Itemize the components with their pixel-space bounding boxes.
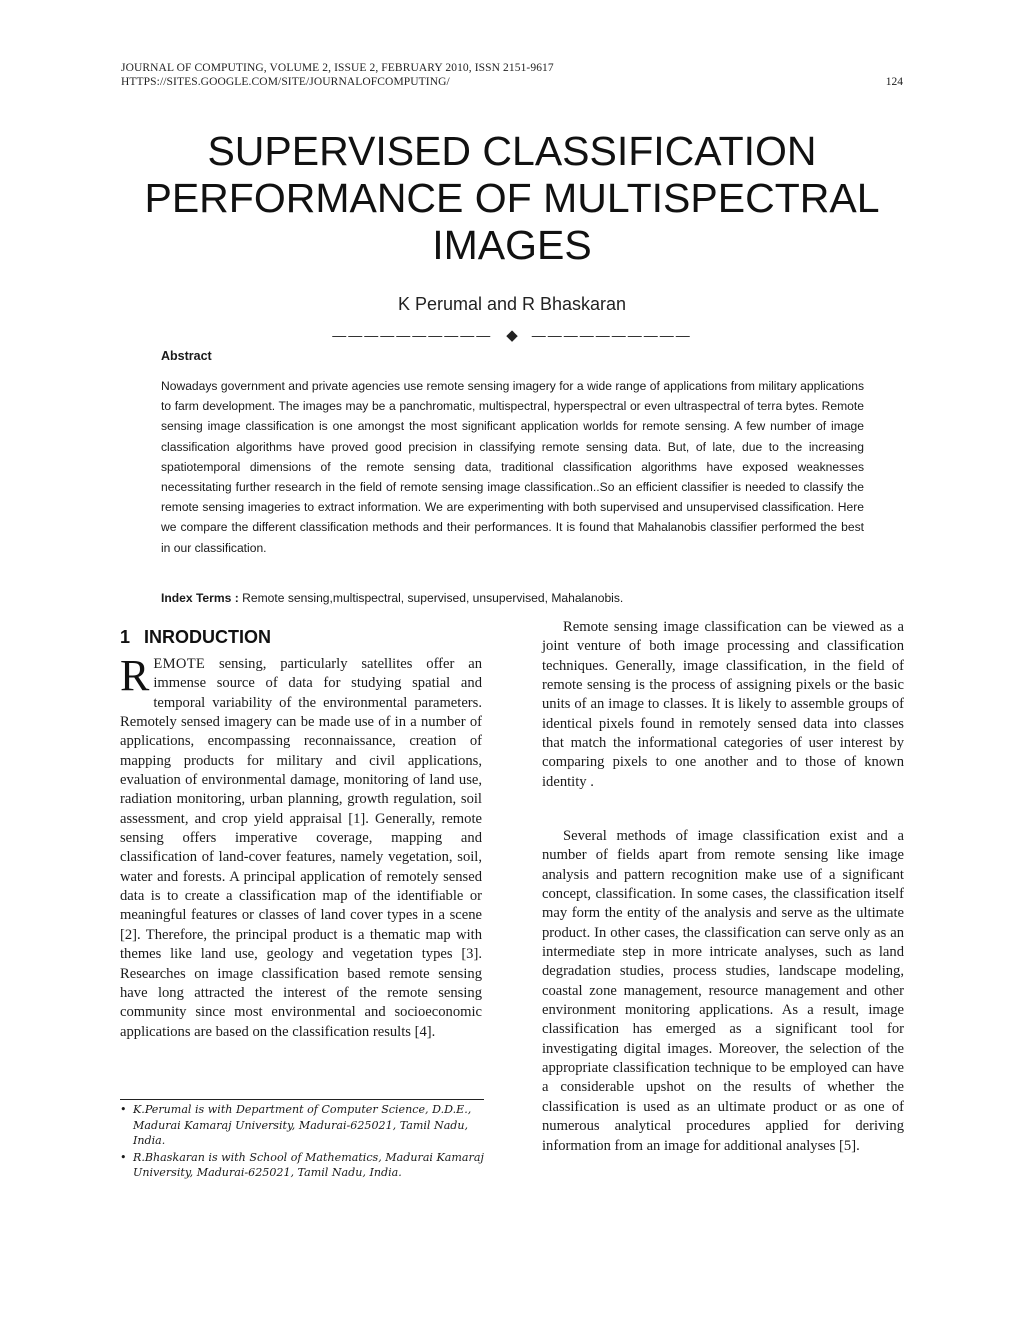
- page-number: 124: [885, 76, 903, 88]
- index-terms-text: Remote sensing,multispectral, supervised, unsupervised, Mahalanobis.: [242, 591, 624, 605]
- drop-cap: R: [120, 651, 150, 700]
- intro-paragraph: [120, 651, 482, 1042]
- title-line-3: IMAGES: [432, 222, 592, 268]
- index-terms: [161, 591, 623, 605]
- right-paragraph-2: Several methods of image classification exist and a number of fields apart from remote sensing like image analysis and pattern recognition make use of a significant concept, classification. In some cases, the classification itself may form the entity of the analysis and serve as the ultimate product. In other cases, the classification can serve only as an intermediate step in more intricate analyses, such as land degradation studies, process studies, landscape modeling, coastal zone management, resource management and other environment monitoring applications. As a result, image classification has emerged as a significant tool for investigating digital images. Moreover, the selection of the appropriate classification technique to be employed can have a considerable upshot on the results of whether the classification is used as an ultimate product or as one of numerous analytical procedures applied for deriving information from an image for additional analyses [5].: [542, 828, 904, 1154]
- footnote-divider: [120, 1099, 484, 1100]
- authors: K Perumal and R Bhaskaran: [397, 294, 627, 314]
- abstract-body: Nowadays government and private agencies use remote sensing imagery for a wide range of applications from military applications to farm development. The images may be a panchromatic, multispectral, hyperspectral or even ultraspectral of terra bytes. Remote sensing image classification is one amongst the most significant application worlds for remote sensing. A few number of image classification algorithms have proved good precision in classifying remote sensing data. But, of late, due to the increasing spatiotemporal dimensions of the remote sensing data, traditional classification algorithms have exposed weaknesses necessitating further research in the field of remote sensing image classification..So an efficient classifier is needed to classify the remote sensing imageries to extract information. We are experimenting with both supervised and unsupervised classification. Here we compare the different classification methods and their performances. It is found that Mahalanobis classifier performed the best in our classification.: [161, 379, 864, 555]
- footnote-item: [120, 1102, 485, 1149]
- separator-dashes-right: ——————————: [531, 327, 692, 343]
- abstract-heading: Abstract: [161, 349, 212, 363]
- bullet-icon: •: [120, 1103, 127, 1116]
- footnote-item: [120, 1150, 485, 1181]
- separator-dashes-left: ——————————: [332, 327, 493, 343]
- right-paragraph-1: Remote sensing image classification can be viewed as a joint venture of both image processing and classification techniques. Generally, image classification, in the field of remote sensing is the process of assigning pixels or the basic units of an image to classes. It is likely to assemble groups of identical pixels found in remotely sensed data into classes that match the informational categories of user interest by comparing pixels to one another and to those of known identity .: [542, 619, 904, 790]
- footnote-text: R.Bhaskaran is with School of Mathematics, Madurai Kamaraj University, Madurai-625021, Tamil Nadu, India.: [133, 1150, 484, 1179]
- section-heading: [120, 627, 482, 648]
- intro-text: sensing, particularly satellites offer an immense source of data for studying spatial and temporal variability of the environmental parameters. Remotely sensed imagery can be made use of in a number of applications, encompassing reconnaissance, creation of mapping products for military and civil applications, evaluation of environmental damage, monitoring of land use, radiation monitoring, urban planning, growth regulation, soil assessment, and crop yield appraisal [1]. Generally, remote sensing offers imperative coverage, mapping and classification of land-cover features, namely vegetation, soil, water and forests. A principal application of remotely sensed data is to create a classification map of the identifiable or meaningful features or classes of land cover types in a scene [2]. Therefore, the principal product is a thematic map with themes like land use, geology and vegetation types [3]. Researches on image classification based remote sensing have long attracted the interest of the remote sensing community since most environmental and socioeconomic applications are based on the classification results [4].: [120, 656, 482, 1040]
- title-separator: [0, 326, 1024, 344]
- section-number: 1: [120, 627, 131, 647]
- index-terms-label: Index Terms :: [161, 591, 239, 605]
- diamond-icon: ◆: [506, 327, 518, 344]
- title-line-2: PERFORMANCE OF MULTISPECTRAL: [144, 175, 880, 221]
- drop-cap-rest: EMOTE: [153, 656, 206, 672]
- section-title: INRODUCTION: [144, 627, 272, 647]
- journal-url: HTTPS://SITES.GOOGLE.COM/SITE/JOURNALOFCOMPUTING/: [121, 76, 450, 88]
- journal-header: JOURNAL OF COMPUTING, VOLUME 2, ISSUE 2, FEBRUARY 2010, ISSN 2151-9617: [121, 62, 554, 74]
- bullet-icon: •: [120, 1150, 127, 1164]
- title-line-1: SUPERVISED CLASSIFICATION: [207, 128, 817, 174]
- footnote-text: K.Perumal is with Department of Computer Science, D.D.E., Madurai Kamaraj University, Madurai-625021, Tamil Nadu, India.: [133, 1103, 472, 1147]
- paper-title: [100, 128, 924, 269]
- author-footnotes: [120, 1102, 485, 1182]
